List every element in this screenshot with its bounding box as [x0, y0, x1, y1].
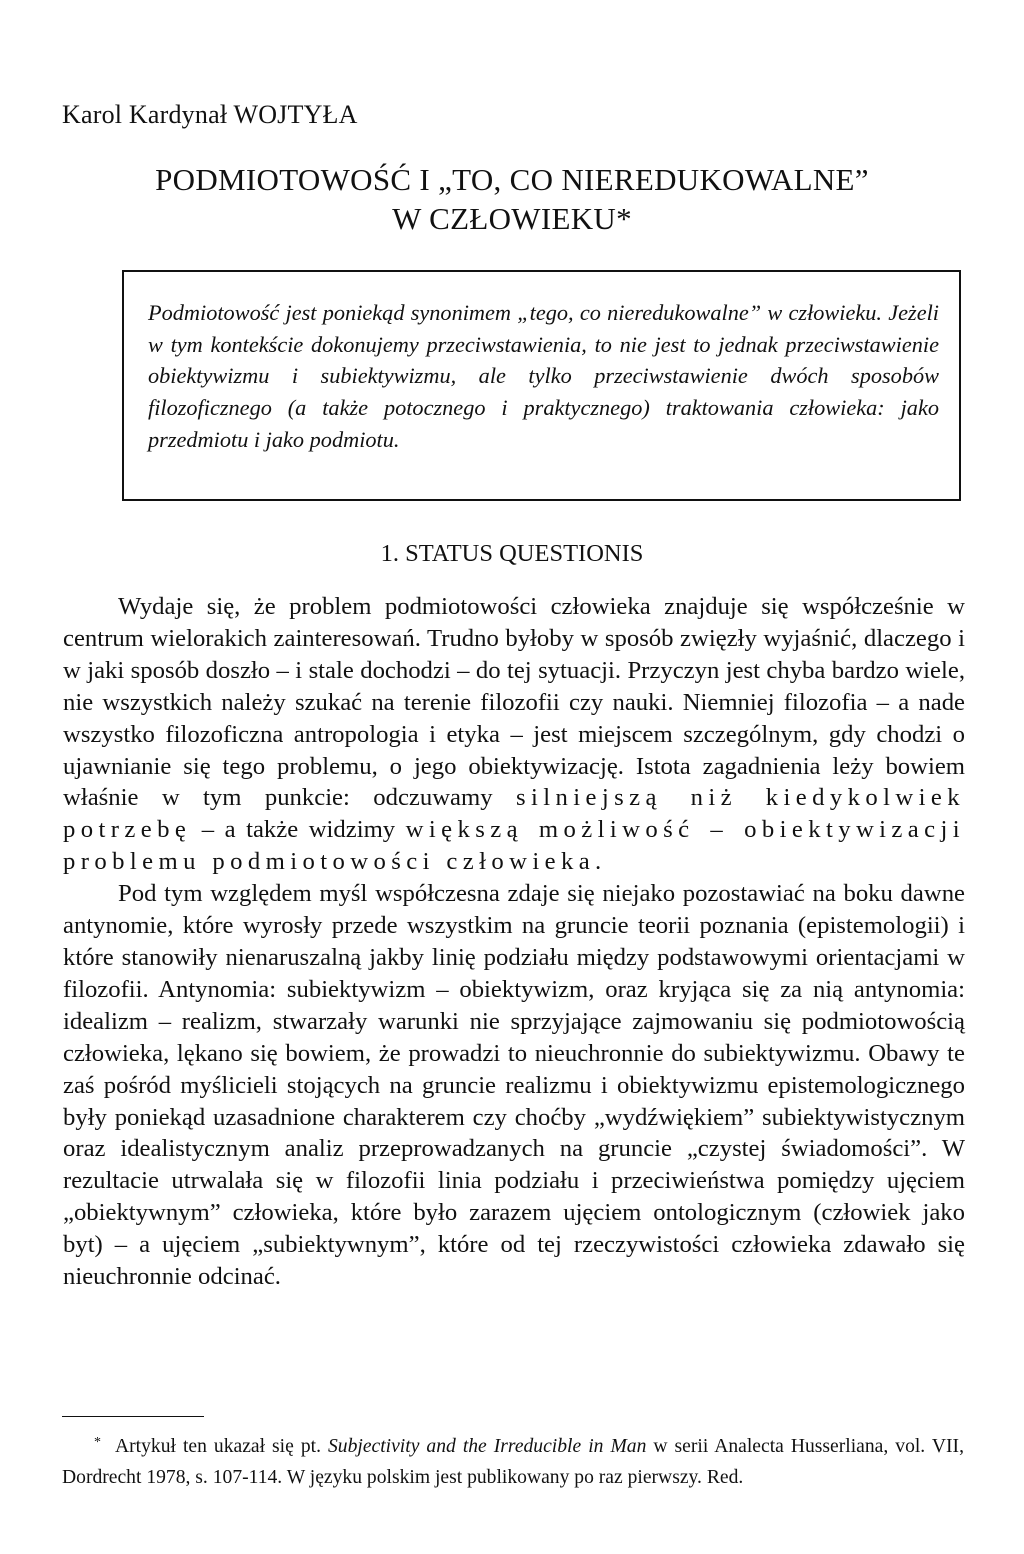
- title-line-1: PODMIOTOWOŚĆ I „TO, CO NIEREDUKOWALNE”: [155, 162, 869, 197]
- abstract-box: [122, 270, 961, 501]
- footnote: [62, 1433, 964, 1492]
- footnote-text-after: w serii Analecta Husserliana, vol. VII, Dordrecht 1978, s. 107-114. W języku polskim jest publikowany po raz pierwszy. Red.: [62, 1436, 964, 1488]
- footnote-text-before: Artykuł ten ukazał się pt.: [115, 1436, 321, 1457]
- author-name: Karol Kardynał WOJTYŁA: [62, 100, 358, 129]
- paragraph-1-text-b: – a także widzimy: [201, 816, 396, 844]
- abstract-text: Podmiotowość jest poniekąd synonimem „tego, co nieredukowalne” w człowieku. Jeżeli w tym kontekście dokonujemy przeciwstawienia, to nie jest to jednak przeciwstawienie obiektywizmu i subiektywizmu, ale tylko przeciwstawienie dwóch sposobów filozoficznego (a także potocznego i praktycznego) traktowania człowieka: jako przedmiotu i jako podmiotu.: [148, 300, 939, 452]
- paragraph-1-emphasis-b: większą możliwość – obiektywizacji problemu podmiotowości człowieka.: [63, 816, 966, 876]
- section-heading: 1. STATUS QUESTIONIS: [380, 540, 644, 567]
- paragraph-2: Pod tym względem myśl współczesna zdaje się niejako pozostawiać na boku dawne antynomie, które wyrosły przede wszystkim na gruncie teorii poznania (epistemologii) i które stanowiły nienaruszalną jakby linię podziału między podstawowymi orientacjami w filozofii. Antynomia: subiektywizm – obiektywizm, oraz kryjąca się za nią antynomia: idealizm – realizm, stwarzały warunki nie sprzyjające zajmowaniu się podmiotowością człowieka, lękano się bowiem, że prowadzi to nieuchronnie do subiektywizmu. Obawy te zaś pośród myślicieli stojących na gruncie realizmu i obiektywizmu epistemologicznego były poniekąd uzasadnione charakterem czy choćby „wydźwiękiem” subiektywistycznym oraz idealistycznym analiz przeprowadzanych na gruncie „czystej świadomości”. W rezultacie utrwalała się w filozofii linia podziału i przeciwieństwa pomiędzy ujęciem „obiektywnym” człowieka, które było zarazem ujęciem ontologicznym (człowiek jako byt) – a ujęciem „subiektywnym”, które od tej rzeczywistości człowieka zdawało się nieuchronnie odcinać.: [63, 880, 965, 1291]
- footnote-rule: [62, 1416, 204, 1417]
- paragraph-1-emphasis-a: silniejszą niż kiedykolwiek potrzebę: [63, 784, 965, 844]
- article-title: [60, 160, 964, 238]
- footnote-cited-title: Subjectivity and the Irreducible in Man: [328, 1436, 647, 1457]
- paragraph-1: [63, 591, 965, 878]
- body-text: [63, 591, 965, 1293]
- paragraph-1-text-a: Wydaje się, że problem podmiotowości człowieka znajduje się współcześnie w centrum wielorakich zainteresowań. Trudno byłoby w sposób zwięzły wyjaśnić, dlaczego i w jaki sposób doszło – i stale dochodzi – do tej sytuacji. Przyczyn jest chyba bardzo wiele, nie wszystkich należy szukać na terenie filozofii czy nauki. Niemniej filozofia – a nade wszystko filozoficzna antropologia i etyka – jest miejscem szczególnym, gdy chodzi o ujawnianie się tego problemu, o jego obiektywizację. Istota zagadnienia leży bowiem właśnie w tym punkcie: odczuwamy: [63, 593, 965, 812]
- footnote-mark: *: [94, 1435, 101, 1450]
- title-line-2: W CZŁOWIEKU*: [392, 201, 632, 236]
